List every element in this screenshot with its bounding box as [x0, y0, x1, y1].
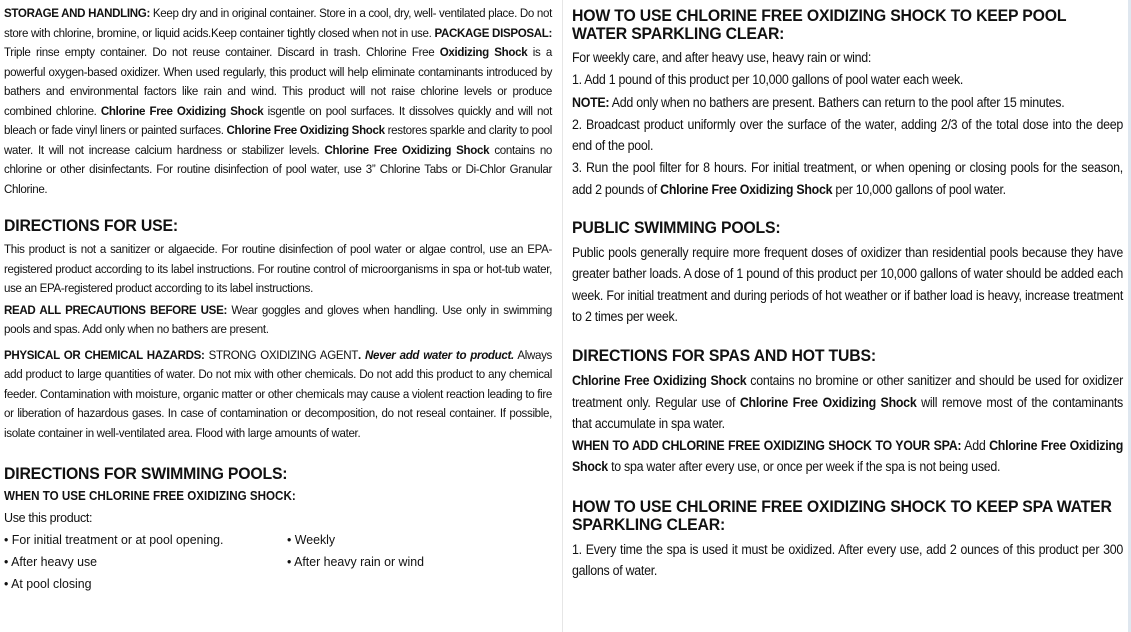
list-item: • After heavy use	[4, 554, 98, 569]
list-item: • After heavy rain or wind	[287, 554, 425, 569]
precautions-label: READ ALL PRECAUTIONS BEFORE USE:	[4, 302, 227, 317]
storage-text: Keep dry and in original container. Store in a cool, dry, well- ventilated place. Do not store with chlorine, bromine, or liquid acids.Keep container tightly closed when not in use.	[4, 6, 553, 40]
storage-label: STORAGE AND HANDLING:	[4, 6, 150, 20]
step3-text: 3. Run the pool filter for 8 hours. For initial treatment, or when opening or closing pools for the season, add 2 pounds of	[572, 160, 1123, 197]
spas-text: will remove most of the contaminants that accumulate in spa water.	[572, 394, 1123, 431]
step3-text: per 10,000 gallons of pool water.	[832, 181, 1006, 197]
spas-heading: DIRECTIONS FOR SPAS AND HOT TUBS:	[572, 346, 876, 366]
note-label: NOTE:	[572, 94, 610, 110]
spas-text: contains no bromine or other sanitizer and should be used for oxidizer treatment only. Regular use of	[572, 373, 1123, 410]
list-item: • For initial treatment or at pool opening.	[4, 532, 224, 547]
pool-note	[572, 92, 1123, 113]
directions-heading: DIRECTIONS FOR USE:	[4, 216, 178, 235]
howto-pool-heading: HOW TO USE CHLORINE FREE OXIDIZING SHOCK TO KEEP POOL WATER SPARKLING CLEAR:	[572, 6, 1067, 43]
storage-paragraph	[4, 4, 552, 199]
brand-name: Chlorine Free Oxidizing Shock	[739, 394, 917, 410]
pool-step-3	[572, 157, 1123, 200]
spa-when-label: WHEN TO ADD CHLORINE FREE OXIDIZING SHOCK TO YOUR SPA:	[572, 438, 962, 454]
howto-spa-paragraph: 1. Every time the spa is used it must be oxidized. After every use, add 2 ounces of this product per 300 gallons of water.	[572, 541, 1123, 579]
use-intro: Use this product:	[4, 510, 93, 525]
brand-name: Chlorine Free Oxidizing Shock	[100, 103, 264, 118]
brand-name: Oxidizing Shock	[439, 45, 528, 59]
brand-name: Chlorine Free Oxidizing Shock	[660, 181, 833, 197]
brand-name: Chlorine Free Oxidizing Shock	[572, 438, 1124, 475]
column-divider	[562, 0, 563, 632]
hazards-label: PHYSICAL OR CHEMICAL HAZARDS:	[4, 347, 205, 362]
swimming-pools-heading: DIRECTIONS FOR SWIMMING POOLS:	[4, 464, 288, 483]
product-text: contains no chlorine or other disinfectants. For routine disinfection of pool water, use 3” Chlorine Tabs or Di-Chlor Granular Chlorine.	[4, 142, 553, 196]
brand-name: Chlorine Free Oxidizing Shock	[324, 142, 490, 157]
howto-pool-intro: For weekly care, and after heavy use, heavy rain or wind:	[572, 50, 872, 65]
pool-step-1: 1. Add 1 pound of this product per 10,000 gallons of pool water each week.	[572, 72, 964, 88]
precautions-text: Wear goggles and gloves when handling. Use only in swimming pools and spas. Add only when no bathers are present.	[4, 302, 553, 336]
public-pools-heading: PUBLIC SWIMMING POOLS:	[572, 218, 781, 238]
usage-bullets	[4, 529, 554, 599]
brand-name: Chlorine Free Oxidizing Shock	[226, 123, 385, 137]
left-column	[4, 0, 554, 599]
product-text: is a powerful oxygen-based oxidizer. When used regularly, this product will help eliminate contaminants introduced by bathers and environmental factors like rain and wind. This product will not raise chlorine levels or produce combined chlorine.	[4, 45, 553, 118]
brand-name: Chlorine Free Oxidizing Shock	[572, 373, 747, 389]
spa-when-paragraph	[572, 435, 1123, 478]
disposal-text: Triple rinse empty container. Do not reuse container. Discard in trash. Chlorine Free	[4, 45, 440, 59]
when-to-use-subheading: WHEN TO USE CHLORINE FREE OXIDIZING SHOCK:	[4, 489, 296, 503]
note-text: Add only when no bathers are present. Bathers can return to the pool after 15 minutes.	[609, 94, 1065, 110]
precautions-paragraph	[4, 301, 552, 340]
product-text: restores sparkle and clarity to pool water. It will not increase calcium hardness or stabilizer levels.	[4, 123, 553, 157]
public-pools-paragraph: Public pools generally require more frequent doses of oxidizer than residential pools because they have greater bather loads. A dose of 1 pound of this product per 10,000 gallons of water should be added each week. For initial treatment and during periods of hot weather or if bather load is heavy, increase treatment to 2 times per week.	[572, 245, 1123, 324]
spas-paragraph	[572, 370, 1123, 434]
list-item: • At pool closing	[4, 576, 92, 591]
hazards-paragraph	[4, 346, 552, 444]
spa-when-text: Add	[961, 438, 990, 454]
howto-spa-heading: HOW TO USE CHLORINE FREE OXIDIZING SHOCK TO KEEP SPA WATER SPARKLING CLEAR:	[572, 496, 1112, 534]
product-text: isgentle on pool surfaces. It dissolves quickly and will not bleach or fade vinyl liners or painted surfaces.	[4, 103, 553, 137]
hazards-dot: .	[357, 347, 365, 362]
list-item: • Weekly	[287, 532, 336, 547]
disposal-label: PACKAGE DISPOSAL:	[434, 25, 553, 40]
pool-step-2: 2. Broadcast product uniformly over the surface of the water, adding 2/3 of the total dose into the deep end of the pool.	[572, 116, 1123, 154]
hazards-text: STRONG OXIDIZING AGENT	[204, 347, 358, 362]
hazards-text: Always add product to large quantities of water. Do not mix with other chemicals. Do not add this product to any chemical feeder. Contamination with moisture, organic matter or other chemicals may cause a violent reaction leading to fire or liberation of hazardous gases. In case of contamination or decomposition, do not reseal container. If possible, isolate container in well-ventilated area. Flood with large amounts of water.	[4, 347, 553, 440]
right-column	[572, 0, 1124, 581]
hazards-warning: Never add water to product.	[364, 347, 514, 362]
directions-paragraph: This product is not a sanitizer or algaecide. For routine disinfection of pool water or algae control, use an EPA-registered product according to its label instructions. For routine control of microorganisms in spa or hot-tub water, use an EPA-registered product according to its label instructions.	[4, 242, 553, 295]
spa-when-text: to spa water after every use, or once per week if the spa is not being used.	[607, 459, 1001, 475]
